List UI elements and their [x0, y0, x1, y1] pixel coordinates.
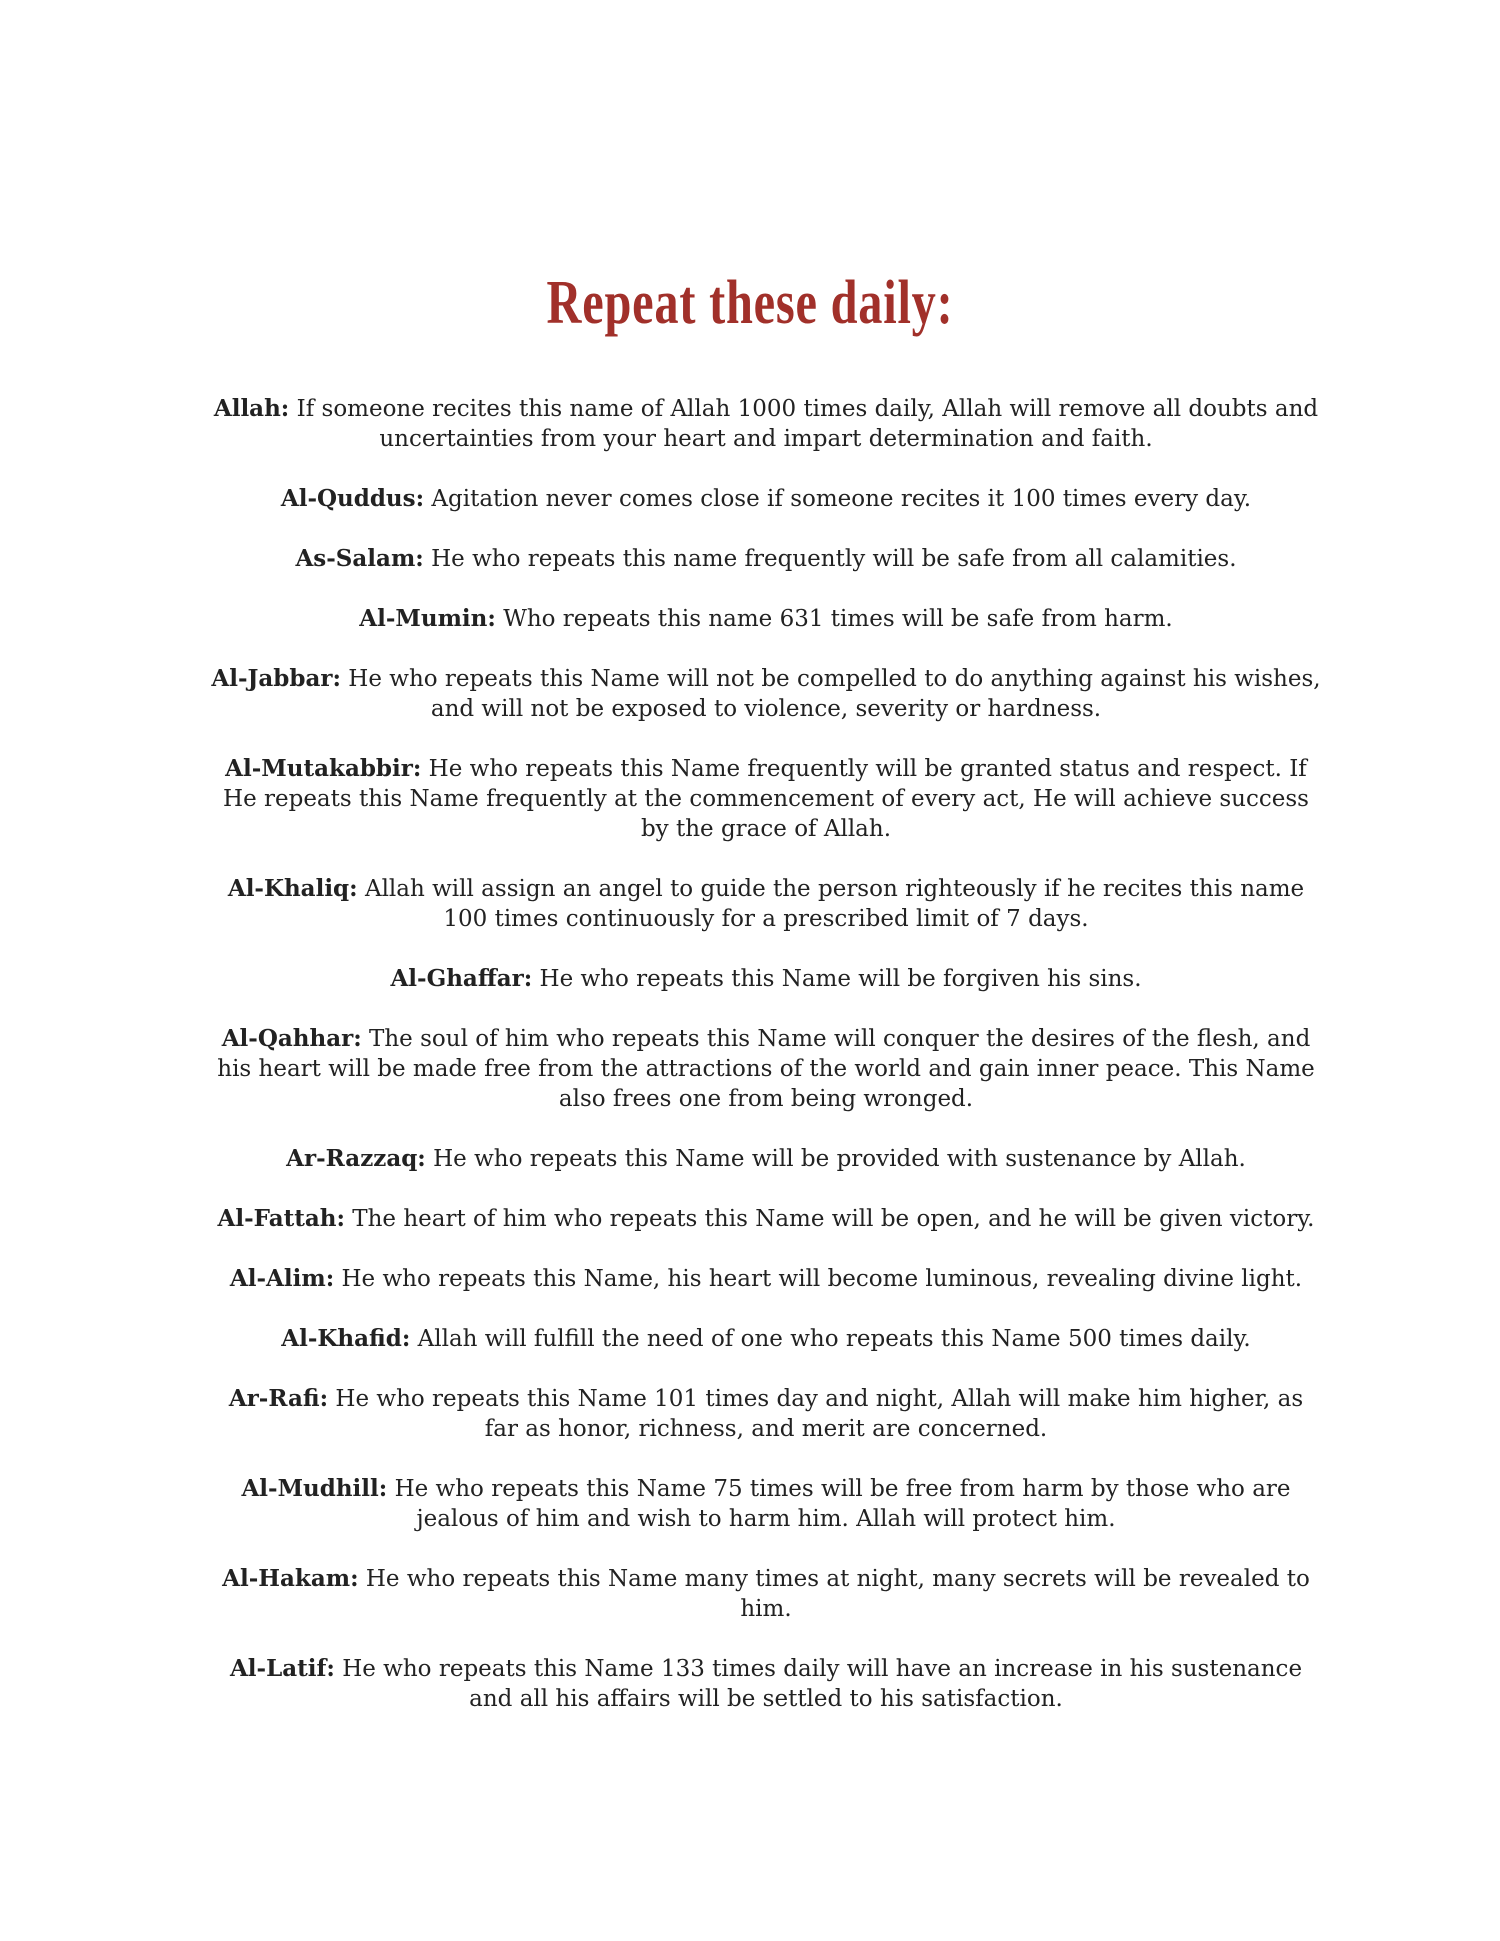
entry-name: Al-Quddus: — [280, 485, 425, 512]
entry-name: As-Salam: — [295, 545, 424, 572]
entry-description: Who repeats this name 631 times will be safe from harm. — [503, 606, 1173, 632]
entry-name: Al-Alim: — [229, 1265, 335, 1292]
entry-name: Ar-Razzaq: — [286, 1145, 426, 1172]
entry-description: He who repeats this Name many times at night, many secrets will be revealed to him. — [365, 1566, 1310, 1622]
entry-name: Al-Mudhill: — [241, 1475, 388, 1502]
name-entry — [210, 394, 1322, 454]
name-entry — [210, 604, 1322, 634]
name-entry — [210, 1654, 1322, 1714]
entry-description: He who repeats this Name 101 times day and night, Allah will make him higher, as far as honor, richness, and merit are concerned. — [335, 1386, 1304, 1442]
entry-description: Agitation never comes close if someone recites it 100 times every day. — [431, 486, 1252, 512]
names-list — [210, 394, 1322, 1744]
entry-description: If someone recites this name of Allah 1000 times daily, Allah will remove all doubts and uncertainties from your heart and impart determination and faith. — [296, 396, 1319, 452]
name-entry — [210, 484, 1322, 514]
entry-name: Al-Khaliq: — [227, 875, 358, 902]
entry-name: Al-Khafid: — [281, 1325, 411, 1352]
name-entry — [210, 1324, 1322, 1354]
name-entry — [210, 874, 1322, 934]
entry-name: Ar-Rafi: — [228, 1385, 329, 1412]
name-entry — [210, 754, 1322, 844]
entry-name: Al-Fattah: — [217, 1205, 345, 1232]
name-entry — [210, 1384, 1322, 1444]
entry-name: Al-Hakam: — [222, 1565, 359, 1592]
name-entry — [210, 1264, 1322, 1294]
entry-name: Al-Mutakabbir: — [225, 755, 422, 782]
entry-description: He who repeats this Name will be provided with sustenance by Allah. — [433, 1146, 1246, 1172]
name-entry — [210, 1024, 1322, 1114]
name-entry — [210, 1564, 1322, 1624]
name-entry — [210, 1144, 1322, 1174]
entry-description: He who repeats this Name will not be compelled to do anything against his wishes, and will not be exposed to violence, severity or hardness. — [348, 666, 1321, 722]
entry-description: He who repeats this Name will be forgiven his sins. — [539, 966, 1142, 992]
name-entry — [210, 544, 1322, 574]
entry-name: Al-Jabbar: — [211, 665, 341, 692]
name-entry — [210, 1204, 1322, 1234]
entry-description: He who repeats this name frequently will be safe from all calamities. — [431, 546, 1237, 572]
entry-description: He who repeats this Name, his heart will become luminous, revealing divine light. — [341, 1266, 1303, 1292]
entry-name: Al-Ghaffar: — [390, 965, 533, 992]
name-entry — [210, 1474, 1322, 1534]
entry-name: Al-Qahhar: — [221, 1025, 362, 1052]
entry-name: Allah: — [213, 395, 290, 422]
entry-name: Al-Latif: — [229, 1655, 335, 1682]
name-entry — [210, 964, 1322, 994]
entry-description: He who repeats this Name 75 times will be free from harm by those who are jealous of him and wish to harm him. Allah will protect him. — [394, 1476, 1291, 1532]
entry-description: The heart of him who repeats this Name will be open, and he will be given victory. — [352, 1206, 1315, 1232]
entry-description: He who repeats this Name 133 times daily will have an increase in his sustenance and all his affairs will be settled to his satisfaction. — [342, 1656, 1303, 1712]
name-entry — [210, 664, 1322, 724]
entry-name: Al-Mumin: — [359, 605, 496, 632]
entry-description: Allah will fulfill the need of one who repeats this Name 500 times daily. — [417, 1326, 1251, 1352]
entry-description: Allah will assign an angel to guide the person righteously if he recites this name 100 times continuously for a prescribed limit of 7 days. — [364, 876, 1305, 932]
page-title: Repeat these daily: — [546, 269, 954, 337]
entry-description: The soul of him who repeats this Name will conquer the desires of the flesh, and his heart will be made free from the attractions of the world and gain inner peace. This Name also frees one from being wronged. — [217, 1026, 1315, 1112]
entry-description: He who repeats this Name frequently will be granted status and respect. If He repeats this Name frequently at the commencement of every act, He will achieve success by the grace of Allah. — [223, 756, 1309, 842]
